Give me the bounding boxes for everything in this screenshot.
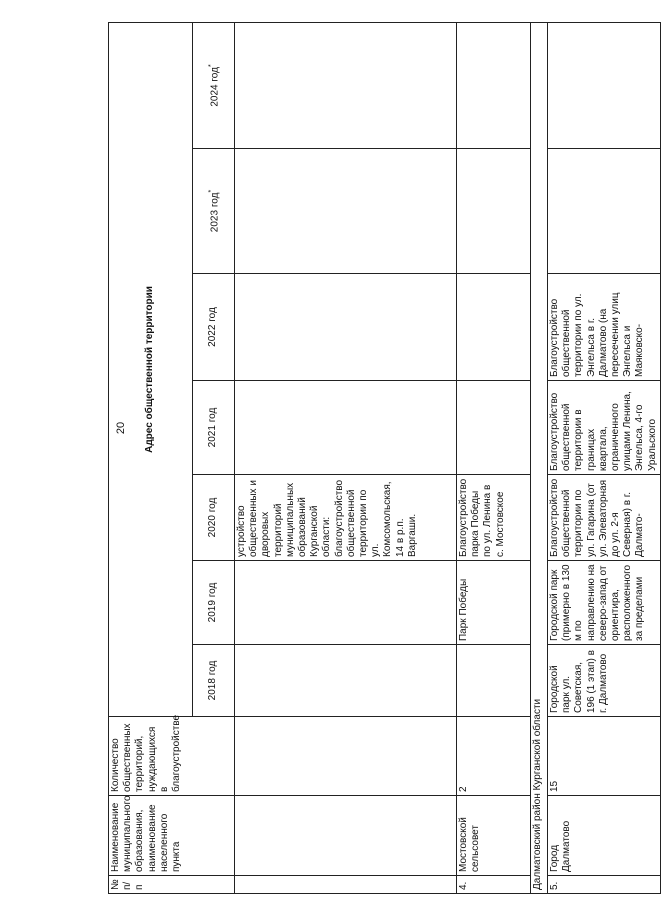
cell-2023 [457,149,531,274]
cell-2018 [457,645,531,717]
cell-2019: Парк Победы [457,561,531,645]
district-row [531,22,548,893]
cell-2023 [548,149,661,274]
cell-2020: Благоустройство парка Победы по ул. Ленина в с. Мостовское [457,475,531,561]
cell-name [235,796,457,876]
footnote-star: * [207,189,215,193]
header-year-2018: 2018 год [193,645,235,717]
district-title: Далматовский район Курганской области [531,22,548,893]
cell-2021: Благоустройство общественной территории в границах квартала, ограниченного улицами Ленина, Энгельса, 4-го Уральского [548,381,661,475]
cell-2024 [457,22,531,148]
table-row [457,22,531,893]
cell-2019 [235,561,457,645]
header-year-2023 [193,149,235,274]
table-header-row [109,22,193,893]
cell-2022: Благоустройство общественной территории по ул. Энгельса в г. Далматово (на пересечении улиц Энгельса и Маяковско- [548,274,661,381]
header-year-2019: 2019 год [193,561,235,645]
year-2024-label: 2024 год [209,67,221,107]
cell-2021 [235,381,457,475]
cell-2022 [235,274,457,381]
cell-2019: Городской парк (примерно в 130 м по направлению на северо-запад от ориентира, расположенного за пределами [548,561,661,645]
cell-2024 [235,22,457,148]
header-count: Количество общественных территорий, нуждающихся в благоустройстве [109,717,235,796]
cell-count: 2 [457,717,531,796]
cell-2024 [548,22,661,148]
year-2023-label: 2023 год [209,192,221,233]
cell-2023 [235,149,457,274]
header-year-2021: 2021 год [193,381,235,475]
cell-count [235,717,457,796]
header-year-2024 [193,22,235,148]
cell-2018: Городской парк ул. Советская, 196 (1 этап) в г. Далматово [548,645,661,717]
header-year-2022: 2022 год [193,274,235,381]
table-row [548,22,661,893]
cell-2020: Благоустройство общественной территории по ул. Гагарина (от ул. Элеваторная до ул. 2-я Северная) в г. Далмато- [548,475,661,561]
cell-2020: устройство общественных и дворовых территорий муниципальных образований Курганской области: благоустройство общественной территории по ул. Комсомольская, 14 в р.п. Варгаши. [235,475,457,561]
header-address: Адрес общественной территории [109,22,193,716]
header-num: № п/п [109,876,235,894]
header-year-2020: 2020 год [193,475,235,561]
footnote-star: * [207,64,215,68]
cell-2021 [457,381,531,475]
cell-num [235,876,457,894]
page-number: 20 [115,421,128,435]
public-territories-table [108,22,661,894]
cell-num: 4. [457,876,531,894]
table-row [235,22,457,893]
header-name: Наименование муниципального образования, наименование населенного пункта [109,796,235,876]
cell-name: Город Далматово [548,796,661,876]
cell-name: Мостовской сельсовет [457,796,531,876]
cell-count: 15 [548,717,661,796]
cell-num: 5. [548,876,661,894]
cell-2018 [235,645,457,717]
cell-2022 [457,274,531,381]
